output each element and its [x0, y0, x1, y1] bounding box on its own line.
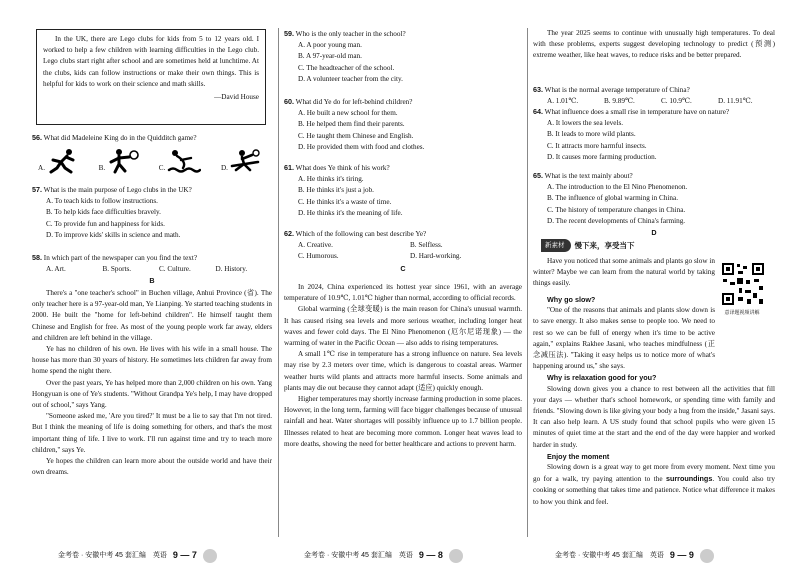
q64-option-b[interactable]: B. It leads to more wild plants. [547, 130, 636, 139]
q62-option-c[interactable]: C. Humorous. [298, 252, 339, 261]
option-c-figure: C. [159, 148, 202, 174]
q63-option-a[interactable]: A. 1.01℃. [547, 97, 579, 106]
q63-option-b[interactable]: B. 9.89℃. [604, 97, 635, 106]
question-56-text: What did Madeleine King do in the Quidditch game? [43, 134, 197, 142]
running-icon [47, 148, 79, 174]
quote-text: In the UK, there are Lego clubs for kids from 5 to 12 years old. I worked to help a few children with learning difficulties in the Lego club. Lego clubs start right after school and are sometimes held at lunchtime. At the clubs, kids can follow instructions or make their own things. This is helpful for kids to work on their science and math skills. [43, 35, 259, 88]
question-61-text: What does Ye think of his work? [295, 164, 390, 172]
q63-option-c[interactable]: C. 10.9℃. [661, 97, 692, 106]
q57-option-b[interactable]: B. To help kids face difficulties bravely. [46, 208, 161, 217]
footer-page-7 [58, 549, 217, 563]
q62-options-row-2 [298, 251, 522, 262]
sport-icons [32, 148, 272, 174]
passage-d-body [533, 294, 775, 508]
q65-option-c[interactable]: C. The history of temperature changes in China. [547, 205, 686, 214]
q57-option-a[interactable]: A. To teach kids to follow instructions. [46, 197, 158, 206]
passage-c-p5: The year 2025 seems to continue with unusually high temperatures. To deal with these problems, experts suggest developing technology to predict (预测) extreme weather, like heat waves, to reduce risks and be better prepared. [533, 29, 775, 60]
column-divider-left [278, 28, 279, 537]
page-number: 9 — 7 [172, 550, 197, 561]
option-a-figure: A. [38, 148, 79, 174]
q64-option-d[interactable]: D. It causes more farming production. [547, 152, 657, 161]
passage-c-p3: A small 1℃ rise in temperature has a strong influence on nature. Sea levels may rise by 2.3 meters over time, which is dangerous to coastal areas. Warmer weather hurts wild plants and attracts more harmful insects. Some animals and plants may die out because they cannot adapt (适应) quickly enough. [284, 350, 522, 392]
q59-option-d[interactable]: D. A volunteer teacher from the city. [298, 74, 403, 83]
question-63: 63. What is the normal average temperature of China? A. 1.01℃. B. 9.89℃. C. 10.9℃. D. 11.91℃. [533, 84, 775, 107]
swimming-icon [167, 148, 201, 174]
question-57-text: What is the main purpose of Lego clubs in the UK? [43, 186, 192, 194]
q58-option-b[interactable]: B. Sports. [102, 265, 132, 274]
passage-d-p2: Slowing down gives you a chance to rest between all the activities that fill your days — whether that's school homework, or spending time with family and friends. "Slowing down is like giving your body a hug from the inside," Jasani says. It can also help learn. A US study found that school pupils who were given 15 minutes of quiet time at the start and the end of the day were happier and worked harder in study. [533, 384, 775, 449]
column-divider-right [527, 28, 528, 537]
q62-option-a[interactable]: A. Creative. [298, 241, 333, 250]
q60-option-b[interactable]: B. He helped them find their parents. [298, 120, 405, 129]
q59-option-c[interactable]: C. The headteacher of the school. [298, 63, 395, 72]
footer-logo-icon [203, 549, 217, 563]
q63-option-d[interactable]: D. 11.91℃. [718, 97, 753, 106]
q61-option-a[interactable]: A. He thinks it's tiring. [298, 175, 364, 184]
heading-why-go-slow: Why go slow? [547, 295, 596, 304]
passage-b-p1: There's a "one teacher's school" in Buchen village, Anhui Province (省). The only teacher here is a 97-year-old man, Ye Lianping. Ye started teaching students in 2000. He built the "home for left-behind children". He himself taught them Chinese and English for free. As most of the young people work far away, elders and children are left behind in the village. [32, 289, 272, 342]
question-65-text: What is the text mainly about? [544, 172, 633, 180]
passage-c-continued [533, 28, 775, 62]
footer-text: 金考卷 · 安徽中考 45 套汇编 英语 [555, 552, 664, 560]
q59-option-a[interactable]: A. A poor young man. [298, 41, 362, 50]
question-64-text: What influence does a small rise in temperature have on nature? [544, 108, 730, 116]
question-58-text: In which part of the newspaper can you find the text? [43, 254, 198, 262]
footer-page-8 [304, 549, 463, 563]
tennis-icon [107, 148, 139, 174]
q58-option-c[interactable]: C. Culture. [159, 265, 191, 274]
passage-b-p4: "Someone asked me, 'Are you tired?' It must be a lie to say that I'm not tired. But I think the meaning of life is doing something for others, and that's the most important thing of life. I live to work. I'll run against time and try to teach more children," says Ye. [32, 412, 272, 454]
q61-option-b[interactable]: B. He thinks it's just a job. [298, 186, 374, 195]
passage-c [284, 282, 522, 450]
option-d-figure: D. [221, 148, 262, 174]
passage-b-p2: Ye has no children of his own. He lives with his wife in a small house. The house has more than 30 years of history. He sometimes lets children far away from home spend the night there. [32, 345, 272, 376]
q64-option-c[interactable]: C. It attracts more harmful insects. [547, 141, 647, 150]
q65-option-a[interactable]: A. The introduction to the El Nino Phenomenon. [547, 183, 688, 192]
passage-c-p2: Global warming (全球变暖) is the main reason for China's unusual warmth. It has caused rising sea levels and more serious weather, including longer heat waves and fewer cold days. The El Nino Phenomenon (厄尔尼诺现象) — the warming of water in the Pacific Ocean — also adds to rising temperatures. [284, 305, 522, 348]
material-tag-line [541, 239, 775, 252]
passage-d-intro: Have you noticed that some animals and plants go slow in winter? Maybe we can learn from the natural world by taking things easily. [533, 257, 715, 288]
q58-options [46, 264, 272, 275]
q64-option-a[interactable]: A. It lowers the sea levels. [547, 119, 624, 128]
q62-option-b[interactable]: B. Selfless. [410, 241, 443, 250]
q61-option-d[interactable]: D. He thinks it's the meaning of life. [298, 208, 403, 217]
question-63-text: What is the normal average temperature of China? [544, 86, 690, 94]
question-60: 60. What did Ye do for left-behind children? A. He built a new school for them. B. He helped them find their parents. C. He taught them Chinese and English. D. He provided them with food and clothes. [284, 96, 522, 153]
question-61: 61. What does Ye think of his work? A. He thinks it's tiring. B. He thinks it's just a job. C. He thinks it's a waste of time. D. He thinks it's the meaning of life. [284, 162, 522, 219]
section-b-heading: B [149, 276, 155, 286]
question-59: 59. Who is the only teacher in the school? A. A poor young man. B. A 97-year-old man. C. The headteacher of the school. D. A volunteer teacher from the city. [284, 28, 522, 85]
page-number: 9 — 9 [669, 550, 694, 561]
footer-logo-icon [700, 549, 714, 563]
q61-option-c[interactable]: C. He thinks it's a waste of time. [298, 197, 392, 206]
page-number: 9 — 8 [418, 550, 443, 561]
passage-b-p3: Over the past years, Ye has helped more than 2,000 children on his own. Yang Hongyuan is one of Ye's students. "Without Grandpa Ye's help, I may have dropped out of school," says Yang. [32, 378, 272, 410]
quote-box [36, 29, 266, 125]
quote-signature: —David House [214, 93, 259, 102]
q58-option-a[interactable]: A. Art. [46, 265, 66, 274]
footer-logo-icon [449, 549, 463, 563]
passage-c-p1: In 2024, China experienced its hottest year since 1961, with an average temperature of 10.9℃, 1.01℃ higher than normal, according to official records. [284, 283, 522, 303]
q62-options-row-1 [298, 240, 522, 251]
column-2 [284, 0, 522, 569]
question-62-text: Which of the following can best describe Ye? [295, 230, 427, 238]
question-57: 57. What is the main purpose of Lego clubs in the UK? A. To teach kids to follow instructions. B. To help kids face difficulties bravely. C. To provide fun and happiness for kids. D. To improve kids' skills in science and math. [32, 184, 272, 241]
question-65: 65. What is the text mainly about? A. The introduction to the El Nino Phenomenon. B. The influence of global warming in China. C. The history of temperature changes in China. D. The recent developments of China's farming. D 新素材 慢下来，享受当下 [533, 170, 775, 253]
q60-option-d[interactable]: D. He provided them with food and clothes. [298, 142, 425, 151]
q65-option-d[interactable]: D. The recent developments of China's farming. [547, 216, 686, 225]
q60-option-a[interactable]: A. He built a new school for them. [298, 109, 398, 118]
q62-option-d[interactable]: D. Hard-working. [410, 252, 462, 261]
question-62: 62. Which of the following can best describe Ye? A. Creative. B. Selfless. C. Humorous. D. Hard-working. C [284, 228, 522, 274]
q58-option-d[interactable]: D. History. [215, 265, 248, 274]
option-b-figure: B. [99, 148, 140, 174]
question-58: 58. In which part of the newspaper can you find the text? A. Art. B. Sports. C. Culture. D. History. B [32, 252, 272, 287]
q60-option-c[interactable]: C. He taught them Chinese and English. [298, 131, 414, 140]
q65-option-b[interactable]: B. The influence of global warming in China. [547, 194, 679, 203]
heading-enjoy-moment: Enjoy the moment [547, 451, 610, 461]
question-59-text: Who is the only teacher in the school? [295, 30, 406, 38]
passage-b-p5: Ye hopes the children can learn more about the outside world and have their own dreams. [32, 457, 272, 477]
underlined-word: surroundings [666, 474, 713, 484]
q59-option-b[interactable]: B. A 97-year-old man. [298, 52, 362, 61]
section-d-heading: D [651, 228, 657, 238]
footer-text: 金考卷 · 安徽中考 45 套汇编 英语 [304, 552, 413, 560]
question-60-text: What did Ye do for left-behind children? [295, 98, 413, 106]
passage-d-title: 慢下来，享受当下 [574, 241, 635, 251]
broom-rider-icon [230, 148, 262, 174]
new-material-tag: 新素材 [541, 239, 571, 252]
question-64: 64. What influence does a small rise in temperature have on nature? A. It lowers the sea levels. B. It leads to more wild plants. C. It attracts more harmful insects. D. It causes more farming production. [533, 106, 775, 163]
footer-text: 金考卷 · 安徽中考 45 套汇编 英语 [58, 552, 167, 560]
q57-option-c[interactable]: C. To provide fun and happiness for kids. [46, 219, 165, 228]
question-56: 56. What did Madeleine King do in the Quidditch game? A. B. C. D. [32, 132, 272, 174]
q57-option-d[interactable]: D. To improve kids' skills in science and math. [46, 230, 181, 239]
passage-b [32, 288, 272, 478]
passage-d-p1: "One of the reasons that animals and plants slow down is to save energy. It also makes sense to people too. We need to rest so we can be full of energy when it's time to be active again," explains Rakhee Jasani, who teaches mindfulness (正念减压法). "Taking it easy helps us to notice more of what's happening around us," she says. [533, 306, 715, 371]
footer-page-9 [555, 549, 714, 563]
section-c-heading: C [400, 263, 406, 273]
column-3 [533, 0, 775, 569]
column-1 [32, 0, 272, 569]
passage-c-p4: Higher temperatures may shortly increase farming production in some places. However, in the long term, farming will face bigger challenges because of unusual rainfall and heat. Water shortages will possibly influence up to 1.7 billion people. Illnesses related to heat are becoming more common. Longer heat waves lead to more deaths, showing the need for better healthcare and actions to prevent harm. [284, 395, 522, 448]
qr-caption: 意译题视频讲解 [724, 310, 760, 316]
heading-relaxation: Why is relaxation good for you? [547, 373, 657, 383]
passage-d-p3: Slowing down is a great way to get more from every moment. Next time you go for a walk, try paying attention to the surroundings. You could also try cooking or something that takes time and patience. Notice what difference it makes to how you think and feel. [533, 463, 776, 506]
